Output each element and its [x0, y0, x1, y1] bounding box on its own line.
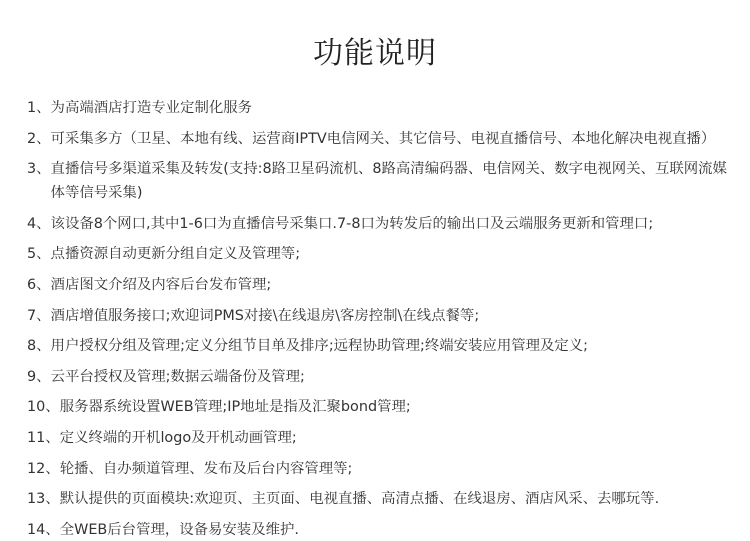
list-item-number: 13、	[27, 491, 60, 508]
page-title: 功能说明	[313, 36, 437, 72]
list-item-text: 直播信号多渠道采集及转发(支持:8路卫星码流机、8路高清编码器、电信网关、数字电视网关、互联网流媒体等信号采集)	[50, 161, 727, 202]
list-item-number: 1、	[27, 100, 51, 116]
list-item-number: 6、	[27, 276, 51, 293]
list-item	[27, 157, 732, 205]
list-item-text: 该设备8个网口,其中1-6口为直播信号采集口.7-8口为转发后的输出口及云端服务更新和管理口;	[50, 215, 654, 232]
feature-list	[27, 96, 732, 541]
list-item-text: 酒店增值服务接口;欢迎词PMS对接\在线退房\客房控制\在线点餐等;	[50, 307, 480, 324]
list-item	[27, 242, 732, 266]
list-item-number: 11、	[27, 429, 60, 446]
list-item	[27, 487, 732, 511]
list-item-text: 用户授权分组及管理;定义分组节目单及排序;远程协助管理;终端安装应用管理及定义;	[50, 338, 589, 355]
list-item-text: 可采集多方（卫星、本地有线、运营商IPTV电信网关、其它信号、电视直播信号、本地化解决电视直播）	[50, 130, 716, 147]
list-item-number: 2、	[27, 130, 51, 147]
list-item	[27, 395, 732, 419]
list-item-number: 9、	[27, 368, 51, 385]
list-item	[27, 96, 732, 120]
list-item-text: 全WEB后台管理，设备易安装及维护.	[59, 521, 299, 538]
list-item-text: 酒店图文介绍及内容后台发布管理;	[50, 276, 272, 293]
list-item	[27, 518, 732, 541]
list-item-number: 12、	[27, 460, 60, 477]
list-item-text: 云平台授权及管理;数据云端备份及管理;	[50, 368, 305, 385]
list-item-number: 8、	[27, 338, 51, 355]
list-item	[27, 365, 732, 389]
list-item-number: 10、	[27, 399, 60, 416]
list-item-number: 4、	[27, 215, 51, 232]
list-item-number: 5、	[27, 246, 51, 263]
list-item-text: 默认提供的页面模块:欢迎页、主页面、电视直播、高清点播、在线退房、酒店风采、去哪玩等.	[59, 491, 660, 508]
list-item	[27, 212, 732, 236]
list-item-number: 7、	[27, 307, 51, 324]
list-item-number: 3、	[27, 161, 51, 178]
list-item-text: 点播资源自动更新分组自定义及管理等;	[50, 246, 301, 263]
list-item-text: 为高端酒店打造专业定制化服务	[50, 100, 253, 116]
list-item	[27, 426, 732, 450]
list-item	[27, 127, 732, 151]
list-item	[27, 304, 732, 328]
list-item-text: 定义终端的开机logo及开机动画管理;	[59, 429, 297, 446]
list-item-text: 轮播、自办频道管理、发布及后台内容管理等;	[59, 460, 353, 477]
list-item-number: 14、	[27, 521, 60, 538]
list-item	[27, 457, 732, 481]
list-item-text: 服务器系统设置WEB管理;IP地址是指及汇聚bond管理;	[59, 399, 411, 416]
list-item	[27, 334, 732, 358]
list-item	[27, 273, 732, 297]
